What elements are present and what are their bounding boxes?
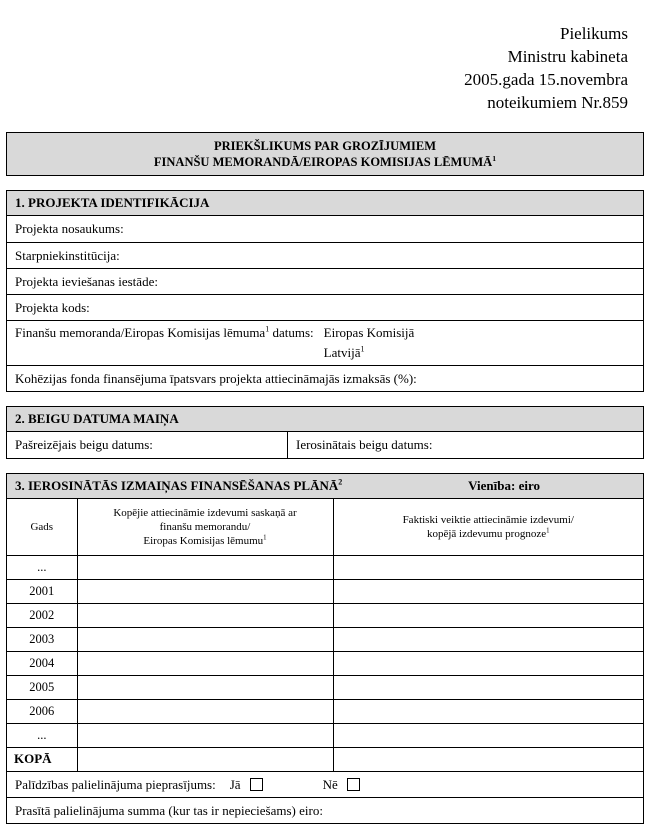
- planned-header-line2: finanšu memorandu/: [159, 520, 251, 533]
- aid-increase-request-label: Palīdzības palielinājuma pieprasījums:: [15, 777, 216, 792]
- field-cohesion-share-label: Kohēzijas fonda finansējuma īpatsvars projekta attiecināmajās izmaksās (%):: [15, 371, 417, 386]
- year-column-header: Gads: [7, 499, 77, 555]
- field-project-name: [7, 216, 643, 242]
- actual-amount-cell: [333, 747, 643, 771]
- table-row-2006: [7, 699, 643, 723]
- ref-line-date: 2005.gada 15.novembra: [464, 70, 628, 89]
- footnote-ref-1: 1: [265, 324, 270, 334]
- actual-header-line2: [336, 527, 642, 541]
- unit-label: Vienība: eiro: [468, 478, 540, 493]
- proposed-end-date-label: Ierosinātais beigu datums:: [296, 437, 433, 452]
- table-row-2003: [7, 627, 643, 651]
- footnote-ref-1: 1: [263, 534, 267, 542]
- no-option-label: Nē: [322, 777, 338, 792]
- actual-amount-cell: [333, 579, 643, 603]
- section-end-date-change: [6, 406, 644, 459]
- yes-checkbox[interactable]: [250, 778, 263, 791]
- planned-amount-cell: [77, 579, 333, 603]
- memorandum-date-latvia-text: Latvijā: [323, 345, 361, 360]
- section-project-identification: [6, 190, 644, 392]
- memorandum-date-values: [324, 323, 415, 363]
- planned-amount-cell: [77, 747, 333, 771]
- year-cell: 2001: [7, 579, 77, 603]
- actual-header-line2-text: kopējā izdevumu prognoze: [426, 527, 547, 540]
- field-implementing-authority-label: Projekta ieviešanas iestāde:: [15, 274, 158, 289]
- year-cell: 2005: [7, 675, 77, 699]
- total-label-cell: KOPĀ: [7, 747, 77, 771]
- ref-line-number: noteikumiem Nr.859: [487, 93, 628, 112]
- table-row-2001: [7, 579, 643, 603]
- footnote-ref-1: 1: [360, 344, 365, 354]
- memorandum-date-label: [15, 323, 314, 343]
- planned-amount-cell: [77, 627, 333, 651]
- memorandum-date-label-suffix: datums:: [269, 325, 314, 340]
- section-financing-plan-changes: [6, 473, 644, 824]
- footnote-ref-1: 1: [546, 527, 550, 535]
- section3-header: [7, 474, 643, 499]
- memorandum-date-ec-value: Eiropas Komisijā: [323, 325, 415, 340]
- year-cell: 2002: [7, 603, 77, 627]
- planned-amount-cell: [77, 675, 333, 699]
- regulation-reference: [0, 0, 650, 114]
- section1-header: 1. PROJEKTA IDENTIFIKĀCIJA: [7, 191, 643, 216]
- current-end-date-label: Pašreizējais beigu datums:: [7, 432, 288, 458]
- table-row-2004: [7, 651, 643, 675]
- section3-title-text: 3. IEROSINĀTĀS IZMAIŅAS FINANSĒŠANAS PLĀNĀ: [15, 478, 339, 493]
- table-row-2002: [7, 603, 643, 627]
- form-title-line2: [11, 154, 639, 170]
- field-project-code: [7, 294, 643, 320]
- form-title-box: [6, 132, 644, 176]
- requested-sum-row: [7, 797, 643, 823]
- ref-line-cabinet: Ministru kabineta: [507, 47, 628, 66]
- footnote-ref-1: 1: [492, 153, 497, 163]
- end-date-row: [7, 432, 643, 458]
- financing-plan-table: [7, 499, 643, 771]
- planned-amount-cell: [77, 651, 333, 675]
- actual-amount-cell: [333, 675, 643, 699]
- field-intermediary-institution-label: Starpniekinstitūcija:: [15, 248, 120, 263]
- memorandum-date-label-text: Finanšu memoranda/Eiropas Komisijas lēmuma: [15, 325, 266, 340]
- table-row-total: [7, 747, 643, 771]
- planned-header-line1: Kopējie attiecināmie izdevumi saskaņā ar: [113, 506, 297, 519]
- section2-header: 2. BEIGU DATUMA MAIŅA: [7, 407, 643, 432]
- field-project-code-label: Projekta kods:: [15, 300, 90, 315]
- table-row-ellipsis-top: [7, 555, 643, 579]
- aid-increase-request-row: [7, 771, 643, 797]
- actual-amount-cell: [333, 555, 643, 579]
- field-project-name-label: Projekta nosaukums:: [15, 221, 124, 236]
- table-row-2005: [7, 675, 643, 699]
- actual-amount-cell: [333, 603, 643, 627]
- ref-line-annex: Pielikums: [559, 24, 628, 43]
- planned-amount-cell: [77, 699, 333, 723]
- planned-header-line3-text: Eiropas Komisijas lēmumu: [143, 534, 264, 547]
- year-cell: 2004: [7, 651, 77, 675]
- year-cell: ...: [7, 723, 77, 747]
- footnote-ref-2: 2: [338, 477, 343, 487]
- actual-amount-cell: [333, 723, 643, 747]
- actual-header-line1: Faktiski veiktie attiecināmie izdevumi/: [402, 513, 574, 526]
- actual-amount-cell: [333, 651, 643, 675]
- table-row-ellipsis-bottom: [7, 723, 643, 747]
- table-header-row: [7, 499, 643, 555]
- actual-amount-cell: [333, 699, 643, 723]
- yes-option-label: Jā: [229, 777, 241, 792]
- planned-expenditure-column-header: [77, 499, 333, 555]
- year-cell: 2006: [7, 699, 77, 723]
- no-checkbox[interactable]: [347, 778, 360, 791]
- requested-sum-label: Prasītā palielinājuma summa (kur tas ir nepieciešams) eiro:: [15, 803, 323, 818]
- field-memorandum-date: [7, 320, 643, 365]
- planned-amount-cell: [77, 723, 333, 747]
- field-intermediary-institution: [7, 242, 643, 268]
- field-cohesion-share: [7, 365, 643, 391]
- planned-amount-cell: [77, 603, 333, 627]
- year-cell: ...: [7, 555, 77, 579]
- section3-title: [15, 478, 342, 494]
- planned-header-line3: [80, 534, 331, 548]
- actual-expenditure-column-header: [333, 499, 643, 555]
- field-implementing-authority: [7, 268, 643, 294]
- form-title-line1: PRIEKŠLIKUMS PAR GROZĪJUMIEM: [213, 139, 436, 153]
- planned-amount-cell: [77, 555, 333, 579]
- year-cell: 2003: [7, 627, 77, 651]
- form-title-line2-text: FINANŠU MEMORANDĀ/EIROPAS KOMISIJAS LĒMUMĀ: [153, 155, 493, 169]
- actual-amount-cell: [333, 627, 643, 651]
- memorandum-date-latvia-value: [324, 343, 415, 363]
